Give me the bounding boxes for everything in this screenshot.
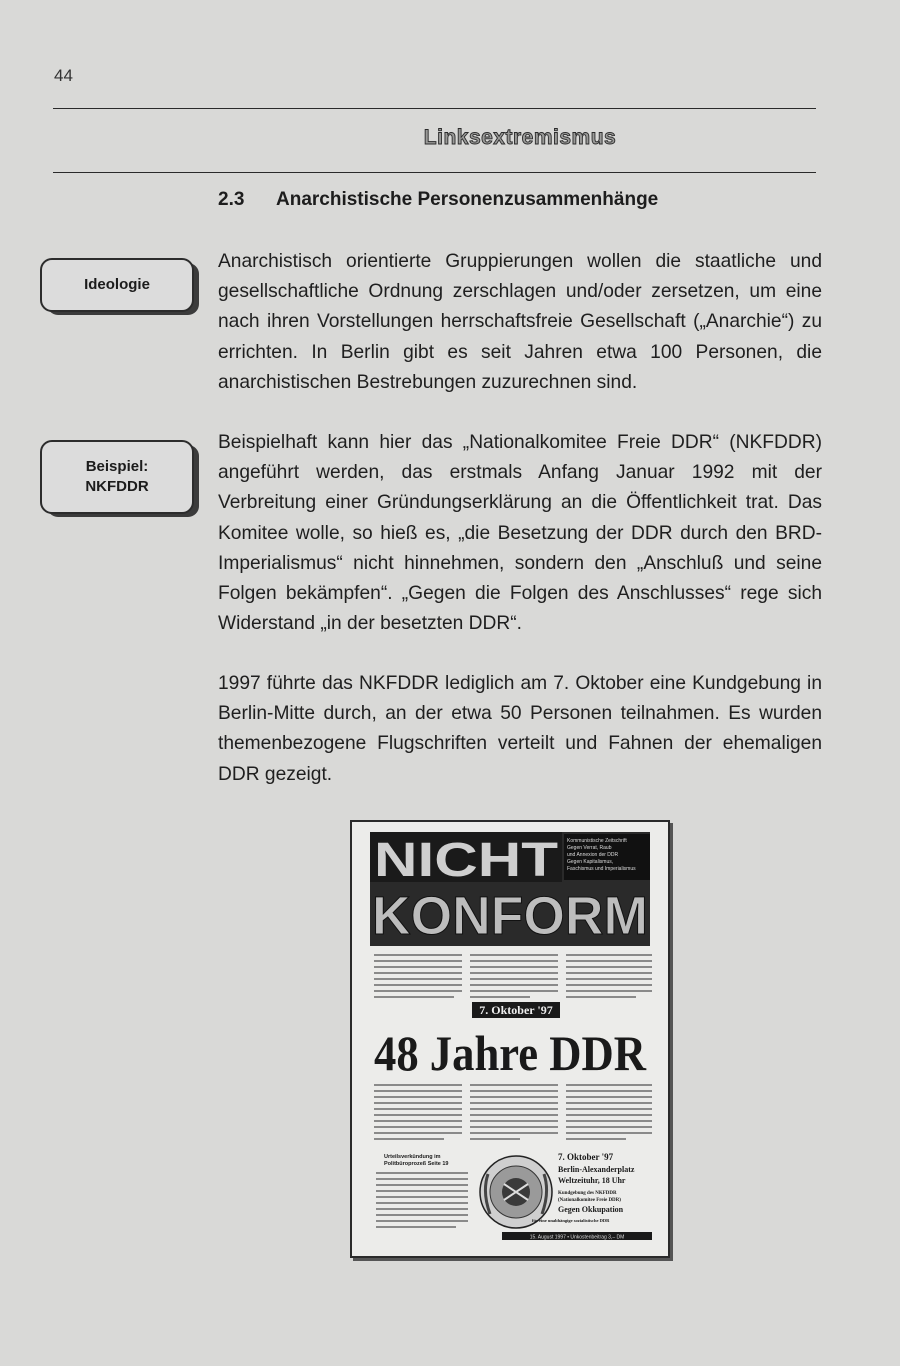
date-badge-text: 7. Oktober '97 [479,1003,553,1017]
event-line: Berlin-Alexanderplatz [558,1165,635,1174]
paragraph-1997: 1997 führte das NKFDDR lediglich am 7. Oktober eine Kundgebung in Berlin-Mitte durch, an der etwa 50 Personen teilnahmen. Es wurden themenbezogene Flugschriften verteilt und Fahnen der ehemaligen DDR gezeigt. [218,673,822,785]
poster-svg [352,822,668,1256]
masthead-box-line: Kommunistische Zeitschrift [567,838,627,844]
running-head-text: Linksextremismus [423,126,617,149]
masthead-box-line: Faschismus und Imperialismus [567,866,636,872]
paragraph-ideology: Anarchistisch orientierte Gruppierungen wollen die staatliche und gesellschaftliche Ordnung zerschlagen und/oder zersetzen, um eine nach ihren Vorstellungen herrschaftsfreie Gesellschaft („Anarchie“) zu errichten. In Berlin gibt es seit Jahren etwa 100 Personen, die anarchistischen Bestrebungen zuzurechnen sind. [218,251,822,393]
footer-strip-text: 15. August 1997 • Unkostenbeitrag 3,– DM [529,1234,625,1241]
event-line: (Nationalkomitee Freie DDR) [558,1198,621,1203]
event-line: Kundgebung des NKFDDR [558,1191,617,1196]
poster-text-columns-mid [374,1084,652,1140]
sidebar-title-line: Urteilsverkündung im [384,1154,441,1160]
margin-label-example [40,440,194,514]
page-number: 44 [54,66,73,85]
margin-label-ideology-text: Ideologie [84,276,150,293]
masthead-line1: NICHT [374,834,558,887]
event-line: Gegen Okkupation [558,1205,624,1214]
header-rule-bottom [53,172,816,173]
masthead-box-line: Gegen Kapitalismus, [567,859,614,865]
event-line: Weltzeituhr, 18 Uhr [558,1176,626,1185]
margin-label-example-text: Beispiel: NKFDDR [85,458,149,495]
header-rule-top [53,108,816,109]
paragraph-example: Beispielhaft kann hier das „Nationalkomitee Freie DDR“ (NKFDDR) angeführt werden, das erstmals Anfang Januar 1992 mit der Verbreitung einer Gründungserklärung an die Öffentlichkeit trat. Das Komitee wolle, so hieß es, „die Besetzung der DDR durch den BRD-Imperialismus“ nicht hinnehmen, sondern den „Anschluß und seine Folgen bekämpfen“. „Gegen die Folgen des Anschlusses“ rege sich Widerstand „in der besetzten DDR“. [218,432,822,635]
masthead-box-line: Gegen Verrat, Raub [567,845,612,851]
running-head [0,126,900,150]
poster-text-columns-top [374,954,652,998]
sidebar-title-line: Politbüroprozeß Seite 19 [384,1161,449,1167]
masthead-box-line: und Annexion der DDR [567,852,619,858]
poster-headline: 48 Jahre DDR [374,1025,647,1081]
masthead-line2: KONFORM [372,886,648,946]
margin-label-ideology [40,258,194,312]
sidebar-title [384,1154,448,1167]
poster-image [350,820,670,1258]
section-heading [218,189,658,211]
section-title: Anarchistische Personenzusammenhänge [276,189,659,210]
event-line: für eine unabhängige sozialistische DDR [532,1218,610,1223]
sidebar-text [376,1172,468,1228]
event-line: 7. Oktober '97 [558,1152,614,1162]
section-number: 2.3 [218,189,245,210]
